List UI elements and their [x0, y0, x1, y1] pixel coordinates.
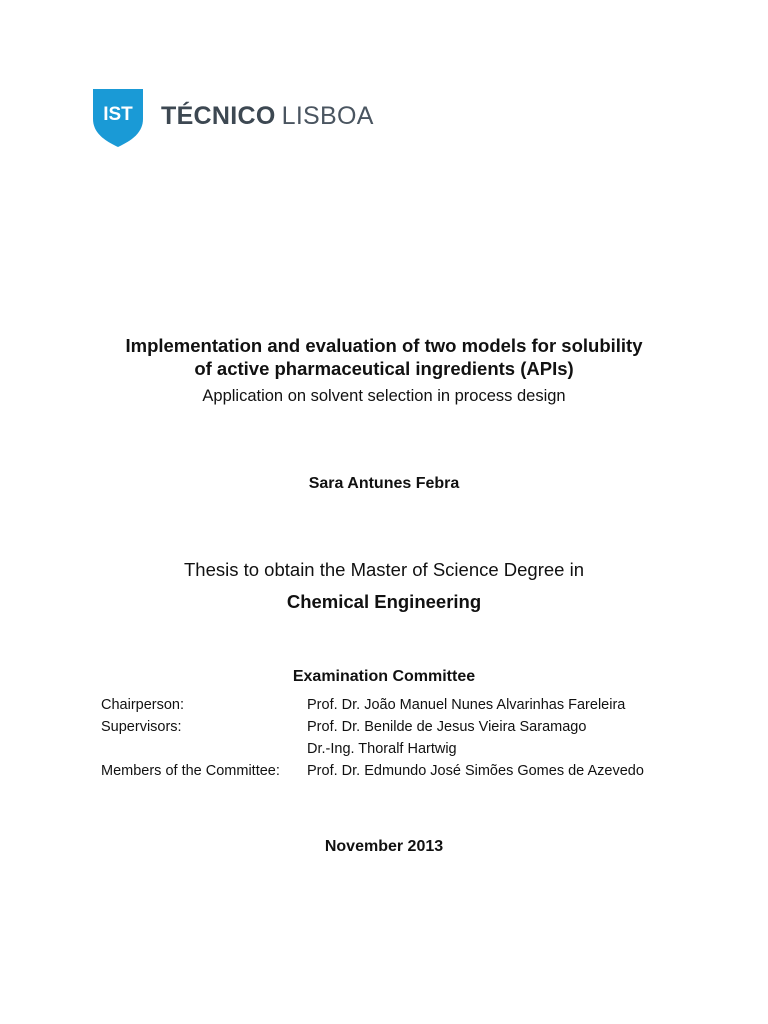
- institution-name: [161, 101, 374, 130]
- degree-name: Chemical Engineering: [286, 591, 482, 612]
- thesis-title: [0, 334, 768, 380]
- shield-icon: [93, 89, 143, 147]
- committee-member: Dr.-Ing. Thoralf Hartwig: [307, 741, 457, 757]
- degree-statement: Thesis to obtain the Master of Science Degree in: [183, 559, 585, 580]
- institution-logo: [93, 88, 374, 148]
- logo-mark-text: IST: [103, 104, 133, 125]
- committee-role: Chairperson:: [101, 697, 185, 713]
- committee-row: [101, 694, 644, 716]
- committee-heading: Examination Committee: [292, 668, 476, 685]
- committee-role: Members of the Committee:: [101, 763, 280, 779]
- institution-name-bold: TÉCNICO: [161, 101, 276, 130]
- committee-member: Prof. Dr. Edmundo José Simões Gomes de Azevedo: [307, 763, 644, 779]
- submission-date: November 2013: [324, 838, 444, 855]
- thesis-subtitle: Application on solvent selection in process design: [202, 387, 566, 405]
- institution-name-light: LISBOA: [281, 101, 374, 130]
- thesis-title-line-2: of active pharmaceutical ingredients (APIs): [194, 358, 574, 379]
- committee-member: Prof. Dr. João Manuel Nunes Alvarinhas Fareleira: [307, 697, 626, 713]
- thesis-title-line-1: Implementation and evaluation of two models for solubility: [125, 335, 643, 356]
- committee-role: [101, 738, 307, 760]
- committee-role: Supervisors:: [101, 719, 182, 735]
- committee-row: [101, 760, 644, 782]
- committee-row: [101, 716, 644, 738]
- committee-list: [101, 694, 644, 782]
- committee-member: Prof. Dr. Benilde de Jesus Vieira Saramago: [307, 719, 587, 735]
- committee-row: [101, 738, 644, 760]
- author-name: Sara Antunes Febra: [308, 475, 460, 492]
